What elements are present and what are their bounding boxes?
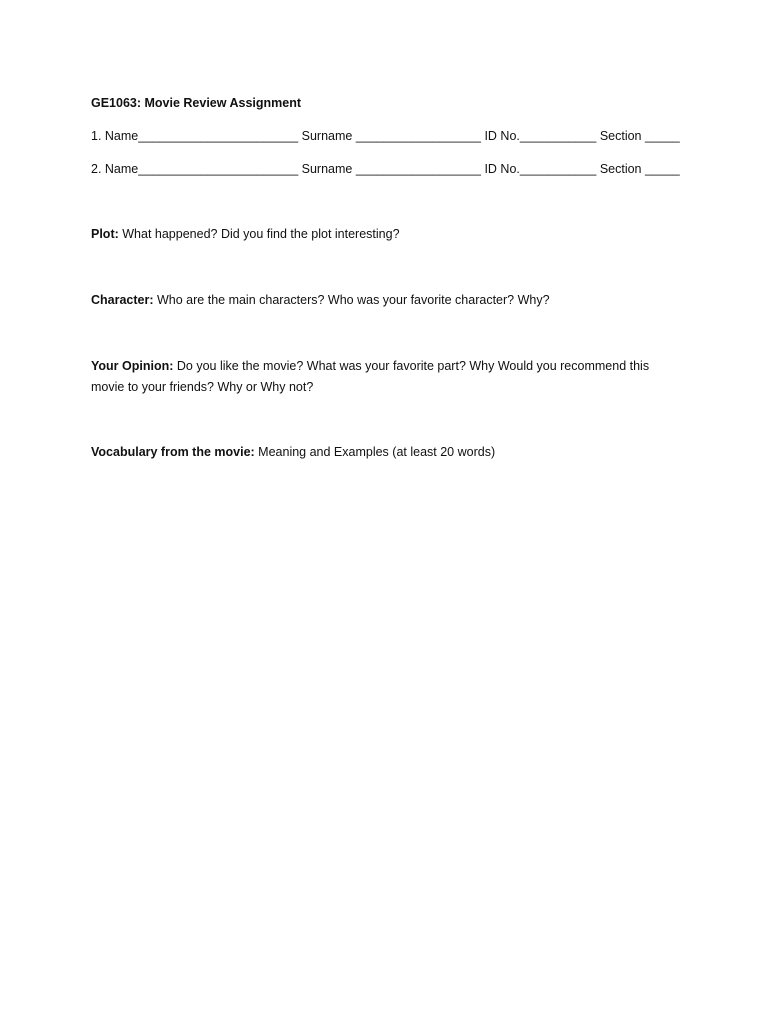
id-field: ID No.___________: [484, 162, 600, 176]
question-text: What happened? Did you find the plot interesting?: [118, 227, 400, 241]
id-field: ID No.___________: [484, 129, 600, 143]
document-title: GE1063: Movie Review Assignment: [91, 96, 302, 110]
question-vocabulary: [91, 442, 691, 463]
student-number: 2.: [91, 162, 105, 176]
question-plot: [91, 224, 691, 245]
surname-field: Surname __________________: [301, 162, 485, 176]
student-row-2: [91, 159, 691, 180]
question-label: Your Opinion:: [91, 359, 174, 373]
name-field: Name_______________________: [104, 162, 302, 176]
question-label: Character:: [91, 293, 154, 307]
question-label: Vocabulary from the movie:: [91, 445, 255, 459]
student-row-1: [91, 126, 691, 147]
section-field: Section _____: [599, 129, 680, 143]
surname-field: Surname __________________: [301, 129, 485, 143]
question-label: Plot:: [91, 227, 119, 241]
question-text: Who are the main characters? Who was your favorite character? Why?: [153, 293, 550, 307]
section-field: Section _____: [599, 162, 680, 176]
question-text: Meaning and Examples (at least 20 words): [254, 445, 496, 459]
student-number: 1.: [91, 129, 105, 143]
document-content: [91, 93, 691, 463]
question-text: Do you like the movie? What was your favorite part? Why Would you recommend this movie to your friends? Why or Why not?: [91, 359, 650, 394]
question-character: [91, 290, 691, 311]
name-field: Name_______________________: [104, 129, 302, 143]
question-opinion: [91, 356, 671, 398]
